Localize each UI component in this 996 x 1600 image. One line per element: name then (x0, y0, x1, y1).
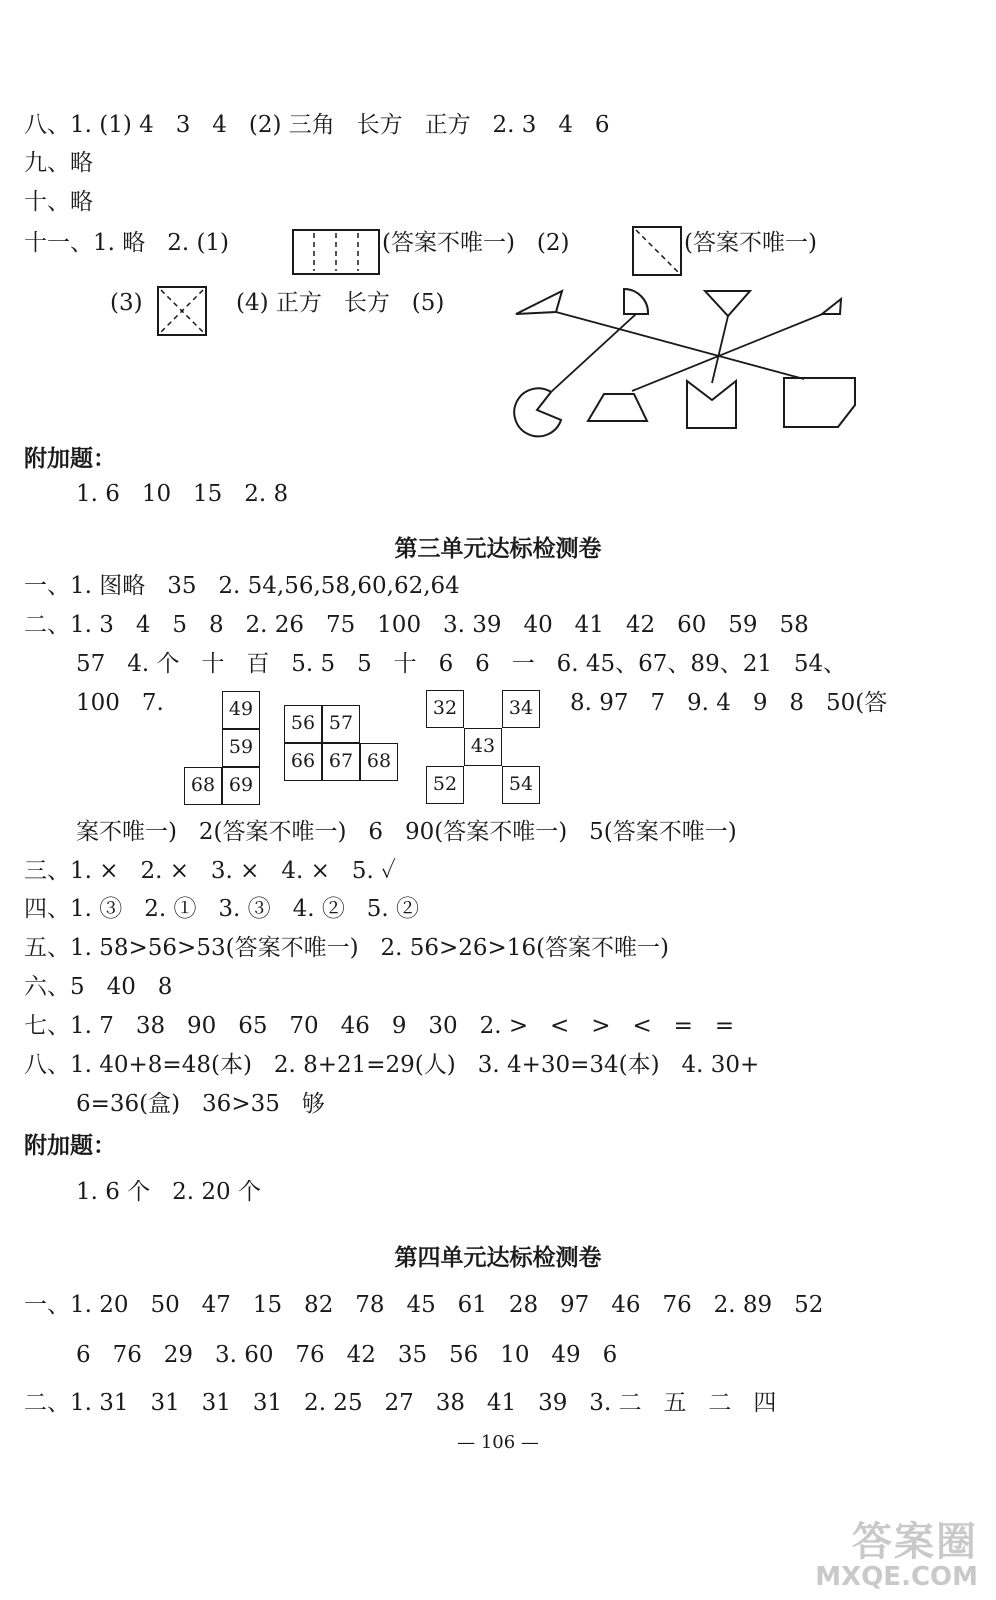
u4-line-1b: 6 76 29 3. 60 76 42 35 56 10 49 6 (76, 1342, 618, 1368)
appendix-answers-2: 1. 6 个 2. 20 个 (76, 1179, 261, 1205)
u3-line-3: 三、1. × 2. × 3. × 4. × 5. ✓ (24, 858, 396, 884)
grid-cell: 57 (322, 705, 360, 743)
grid-cell: 52 (426, 766, 464, 804)
u3-line-4: 四、1. ③ 2. ① 3. ③ 4. ② 5. ② (24, 896, 420, 922)
grid-cell: 68 (360, 743, 398, 781)
watermark-line-1: 答案圈 (852, 1519, 978, 1566)
watermark-line-2: MXQE.COM (815, 1562, 978, 1593)
appendix-heading-2: 附加题： (24, 1132, 116, 1159)
appendix-heading-1: 附加题： (24, 445, 116, 472)
pacman-shape-bottom (514, 388, 561, 436)
grid-cell: 68 (184, 767, 222, 805)
grid-cell: 34 (502, 690, 540, 728)
u4-line-1a: 一、1. 20 50 47 15 82 78 45 61 28 97 46 76 2. 89 52 (24, 1292, 824, 1318)
pentagon-shape-bottom (784, 378, 855, 427)
u3-line-2b: 57 4. 个 十 百 5. 5 5 十 6 6 一 6. 45、67、89、21 54、 (76, 651, 847, 677)
u3-line-6: 六、5 40 8 (24, 974, 173, 1000)
u3-line-1: 一、1. 图略 35 2. 54,56,58,60,62,64 (24, 573, 460, 599)
u3-line-7: 七、1. 7 38 90 65 70 46 9 30 2. > < > < = = (24, 1013, 735, 1039)
line-11-part3: (答案不唯一) (684, 230, 817, 256)
quarter-circle-top (624, 289, 648, 314)
u3-line-2c: 100 7. (76, 690, 164, 716)
line-10: 十、略 (24, 189, 93, 215)
u3-line-2e: 案不唯一) 2(答案不唯一) 6 90(答案不唯一) 5(答案不唯一) (76, 819, 737, 845)
appendix-answers-1: 1. 6 10 15 2. 8 (76, 481, 289, 507)
u3-line-2d: 8. 97 7 9. 4 9 8 50(答 (570, 690, 888, 716)
triangle-top-left (516, 291, 562, 314)
u3-line-2a: 二、1. 3 4 5 8 2. 26 75 100 3. 39 40 41 42 60 59 58 (24, 612, 809, 638)
line-11-3-label: (3) (110, 290, 143, 316)
u3-line-8a: 八、1. 40+8=48(本) 2. 8+21=29(人) 3. 4+30=34(本) 4. 30+ (24, 1052, 760, 1078)
grid-cell: 49 (222, 691, 260, 729)
trapezoid-bottom (588, 394, 647, 421)
shape-matching-diagram (500, 285, 870, 460)
square-x-figure (157, 286, 207, 336)
square-diagonal-figure (632, 226, 682, 276)
grid-cell: 32 (426, 690, 464, 728)
unit4-title: 第四单元达标检测卷 (394, 1244, 602, 1271)
notched-shape-bottom (687, 381, 736, 428)
rect-dashed-figure (292, 229, 380, 275)
u3-line-5: 五、1. 58>56>53(答案不唯一) 2. 56>26>16(答案不唯一) (24, 935, 670, 961)
line-11-4-label: (4) 正方 长方 (5) (236, 290, 445, 316)
watermark-logo (815, 1521, 978, 1592)
grid-cell: 43 (464, 728, 502, 766)
page-number: — 106 — (457, 1432, 539, 1453)
line-8: 八、1. (1) 4 3 4 (2) 三角 长方 正方 2. 3 4 6 (24, 112, 610, 138)
u4-line-2: 二、1. 31 31 31 31 2. 25 27 38 41 39 3. 二 五 二 四 (24, 1390, 777, 1416)
grid-cell: 67 (322, 743, 360, 781)
grid-cell: 69 (222, 767, 260, 805)
line-9: 九、略 (24, 150, 93, 176)
unit3-title: 第三单元达标检测卷 (394, 535, 602, 562)
grid-cell: 54 (502, 766, 540, 804)
grid-cell: 56 (284, 705, 322, 743)
line-11-part2: (答案不唯一) (2) (382, 230, 570, 256)
u3-line-8b: 6=36(盒) 36>35 够 (76, 1091, 325, 1117)
grid-cell: 59 (222, 729, 260, 767)
triangle-top-right (822, 299, 841, 314)
triangle-top-inverted (705, 291, 750, 316)
line-11: 十一、1. 略 2. (1) (24, 230, 230, 256)
grid-cell: 66 (284, 743, 322, 781)
